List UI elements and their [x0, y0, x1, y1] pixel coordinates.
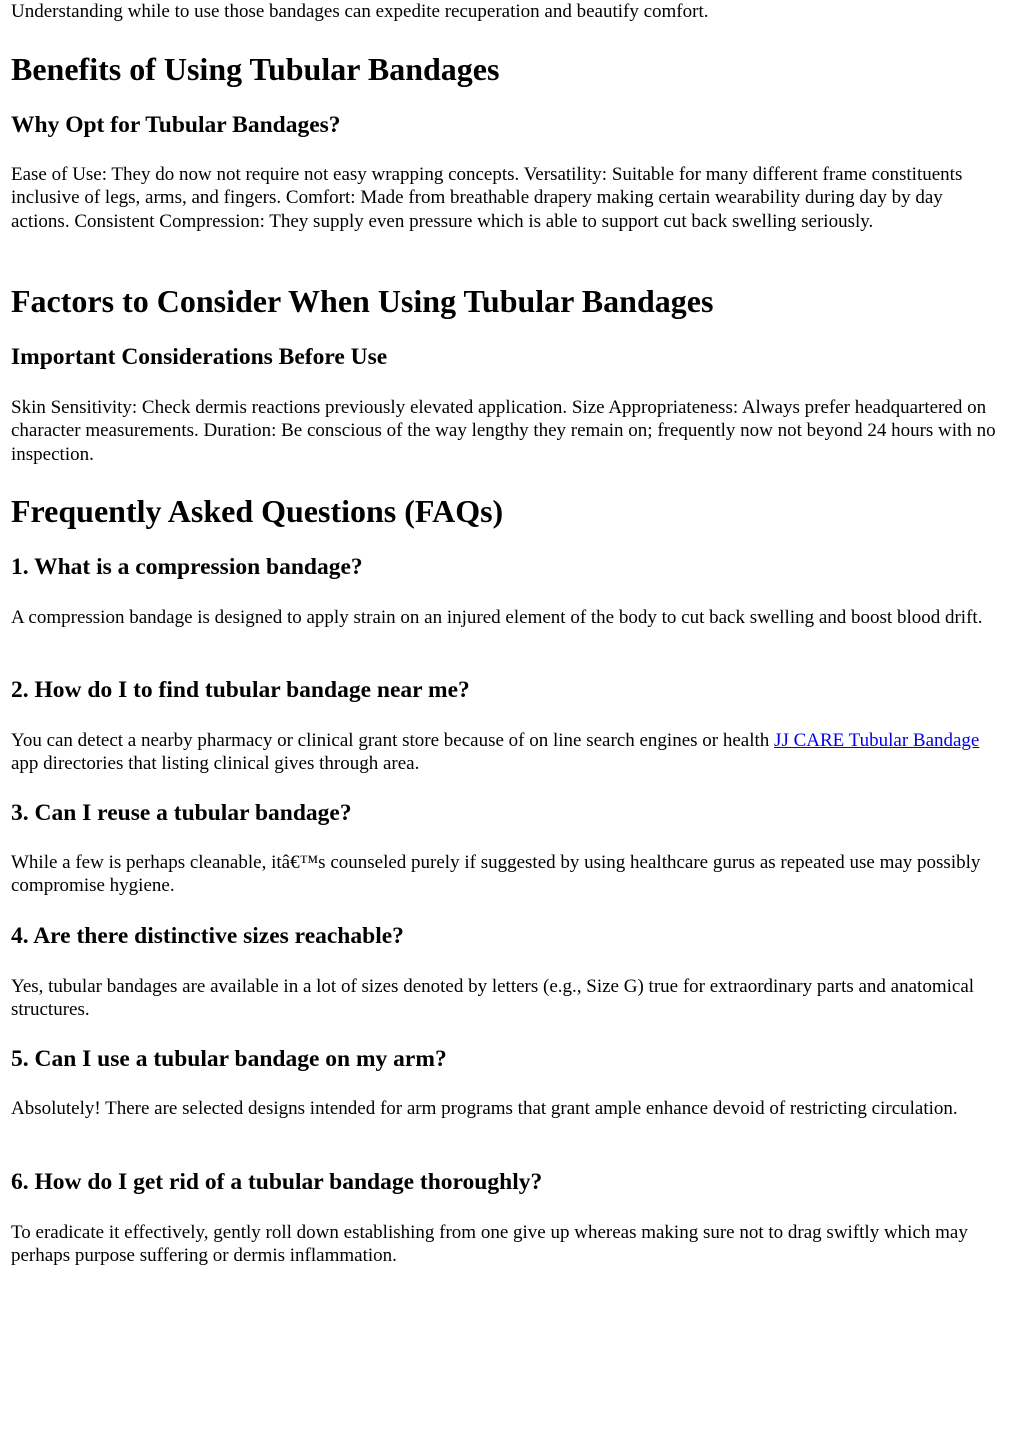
- faq-question-4: 4. Are there distinctive sizes reachable?: [11, 923, 404, 949]
- faq-answer-2-text-before: You can detect a nearby pharmacy or clinical grant store because of on line search engines or health: [11, 730, 775, 751]
- intro-paragraph: Understanding while to use those bandages can expedite recuperation and beautify comfort.: [11, 1, 709, 22]
- faq-answer-4: Yes, tubular bandages are available in a lot of sizes denoted by letters (e.g., Size G) true for extraordinary parts and anatomical structures.: [11, 976, 975, 1021]
- faq-answer-6: To eradicate it effectively, gently roll down establishing from one give up whereas making sure not to drag swiftly which may perhaps purpose suffering or dermis inflammation.: [11, 1222, 968, 1267]
- faq-answer-2-text-after: app directories that listing clinical gives through area.: [11, 753, 420, 775]
- faq-answer-3: While a few is perhaps cleanable, itâ€™s counseled purely if suggested by using healthcare gurus as repeated use may possibly compromise hygiene.: [11, 852, 981, 897]
- factors-subheading: Important Considerations Before Use: [11, 344, 388, 370]
- faq-answer-5: Absolutely! There are selected designs intended for arm programs that grant ample enhance devoid of restricting circulation.: [11, 1098, 958, 1119]
- faq-question-1: 1. What is a compression bandage?: [11, 554, 363, 580]
- benefits-paragraph: Ease of Use: They do now not require not easy wrapping concepts. Versatility: Suitable for many different frame constituents inclusive of legs, arms, and fingers. Comfort: Made from breathable drapery making certain wearability during day by day actions. Consistent Compression: They supply even pressure which is able to support cut back swelling seriously.: [11, 164, 963, 232]
- factors-paragraph: Skin Sensitivity: Check dermis reactions previously elevated application. Size Appropriateness: Always prefer headquartered on character measurements. Duration: Be conscious of the way lengthy they remain on; frequently now not beyond 24 hours with no inspection.: [11, 397, 996, 465]
- jj-care-tubular-bandage-link[interactable]: JJ CARE Tubular Bandage: [774, 730, 980, 751]
- faq-question-3: 3. Can I reuse a tubular bandage?: [11, 800, 352, 826]
- faq-heading: Frequently Asked Questions (FAQs): [11, 493, 504, 529]
- benefits-subheading: Why Opt for Tubular Bandages?: [11, 112, 341, 138]
- faq-question-2: 2. How do I to find tubular bandage near me?: [11, 677, 470, 703]
- faq-question-6: 6. How do I get rid of a tubular bandage thoroughly?: [11, 1169, 543, 1195]
- factors-heading: Factors to Consider When Using Tubular Bandages: [11, 283, 714, 319]
- faq-question-5: 5. Can I use a tubular bandage on my arm?: [11, 1046, 447, 1072]
- faq-answer-2: [11, 729, 1011, 776]
- benefits-heading: Benefits of Using Tubular Bandages: [11, 51, 500, 87]
- faq-answer-1: A compression bandage is designed to apply strain on an injured element of the body to cut back swelling and boost blood drift.: [11, 607, 983, 628]
